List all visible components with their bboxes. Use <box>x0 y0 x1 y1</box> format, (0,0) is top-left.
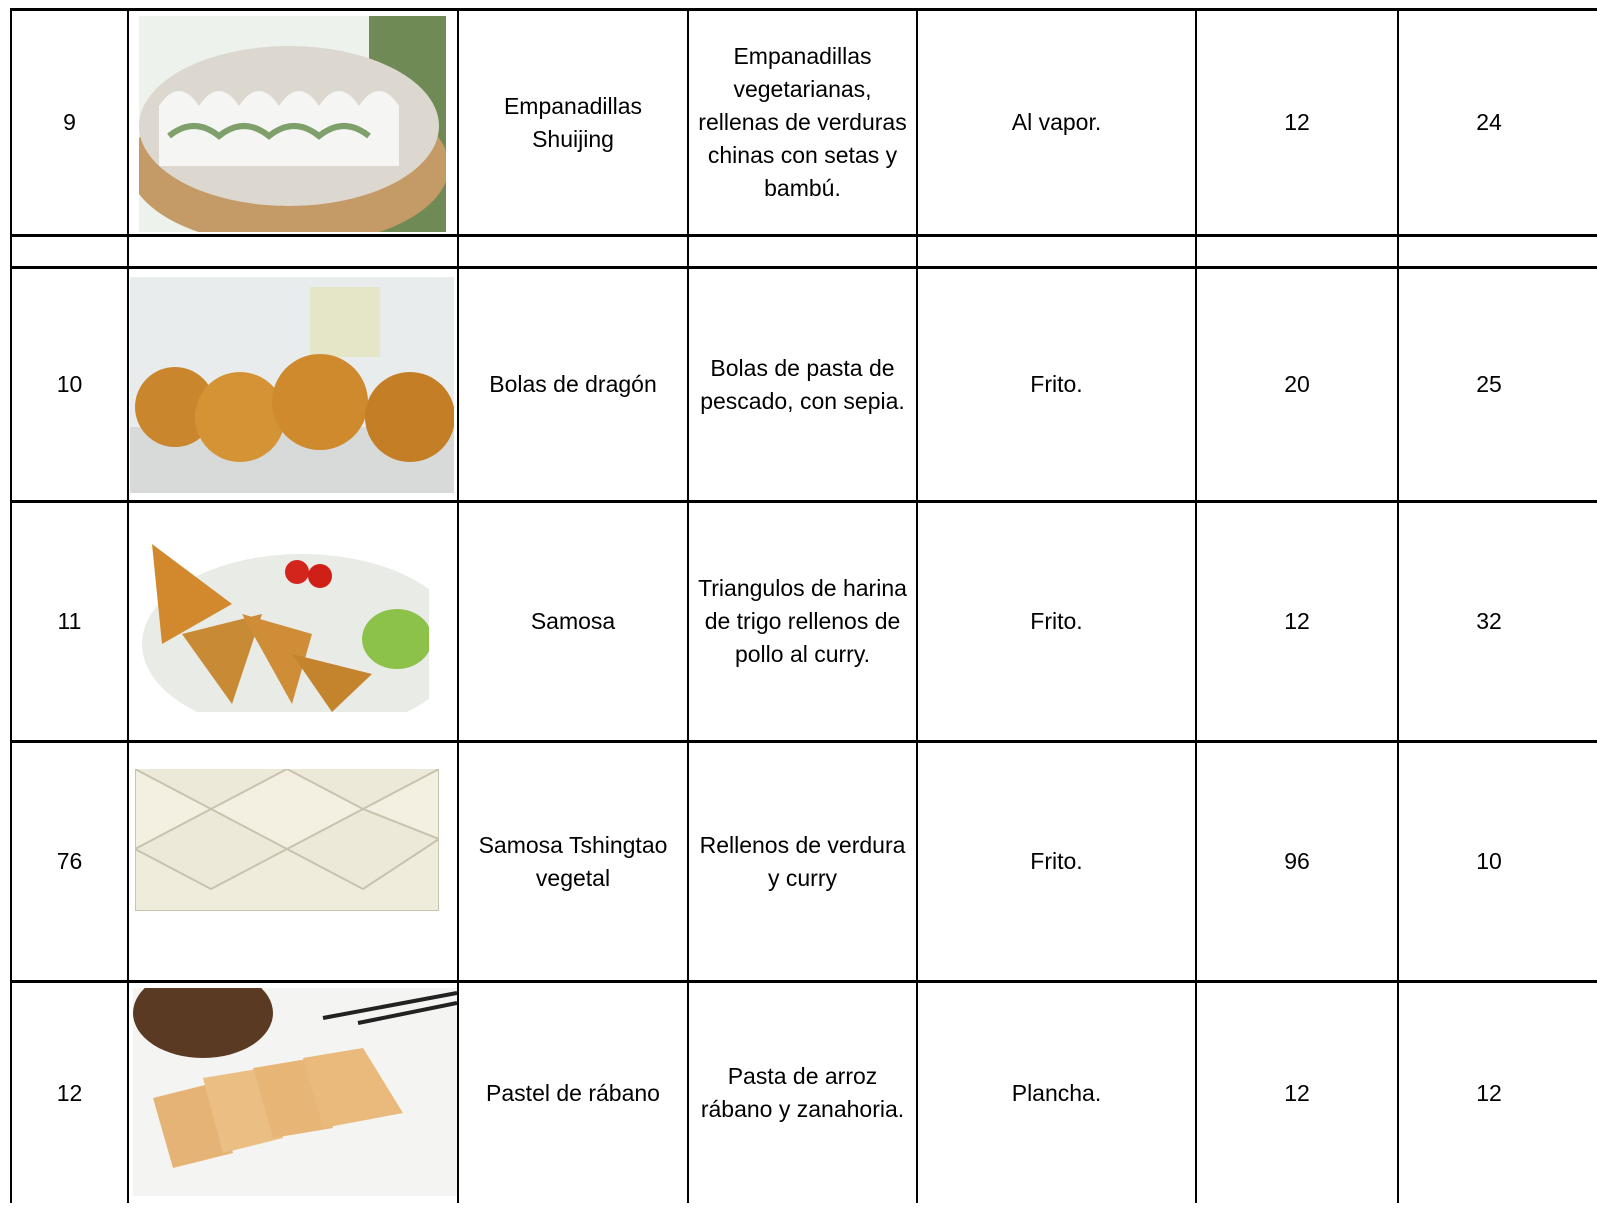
value: 25 <box>1476 371 1502 397</box>
product-code: 11 <box>57 608 82 634</box>
quantity: 12 <box>1284 109 1310 135</box>
product-description: Empanadillas vegetarianas, rellenas de verduras chinas con setas y bambú. <box>698 43 907 201</box>
product-name: Samosa Tshingtao vegetal <box>478 831 668 891</box>
product-description: Bolas de pasta de pescado, con sepia. <box>700 354 905 414</box>
frozen-samosa-tray-photo <box>135 769 439 911</box>
quantity: 12 <box>1284 608 1310 634</box>
product-name: Bolas de dragón <box>489 371 657 397</box>
radish-cake-photo <box>133 988 457 1196</box>
quantity: 96 <box>1284 848 1310 874</box>
product-description: Pasta de arroz rábano y zanahoria. <box>700 1063 905 1122</box>
cooking-method: Plancha. <box>1011 1079 1102 1106</box>
product-code: 12 <box>56 1079 83 1106</box>
product-name: Samosa <box>530 608 616 634</box>
quantity: 20 <box>1284 371 1310 397</box>
column-divider <box>127 8 129 1203</box>
row-divider <box>10 234 1597 237</box>
product-code: 10 <box>56 371 83 397</box>
cooking-method: Frito. <box>1030 371 1083 397</box>
cooking-method: Frito. <box>1030 608 1083 634</box>
cooking-method: Frito. <box>1030 848 1083 874</box>
samosa-photo <box>142 524 429 712</box>
product-code: 76 <box>56 848 83 874</box>
value: 12 <box>1476 1079 1502 1106</box>
value: 24 <box>1476 109 1502 135</box>
product-description: Triangulos de harina de trigo rellenos de pollo al curry. <box>698 575 907 667</box>
product-name: Pastel de rábano <box>486 1079 660 1106</box>
product-code: 9 <box>63 109 76 135</box>
product-name: Empanadillas Shuijing <box>503 92 643 152</box>
fried-fish-balls-photo <box>130 277 454 493</box>
quantity: 12 <box>1284 1079 1310 1106</box>
value: 32 <box>1476 608 1502 634</box>
cooking-method: Al vapor. <box>1011 109 1102 135</box>
steamed-crystal-dumplings-photo <box>139 16 446 232</box>
value: 10 <box>1476 848 1502 874</box>
product-description: Rellenos de verdura y curry <box>699 831 906 891</box>
